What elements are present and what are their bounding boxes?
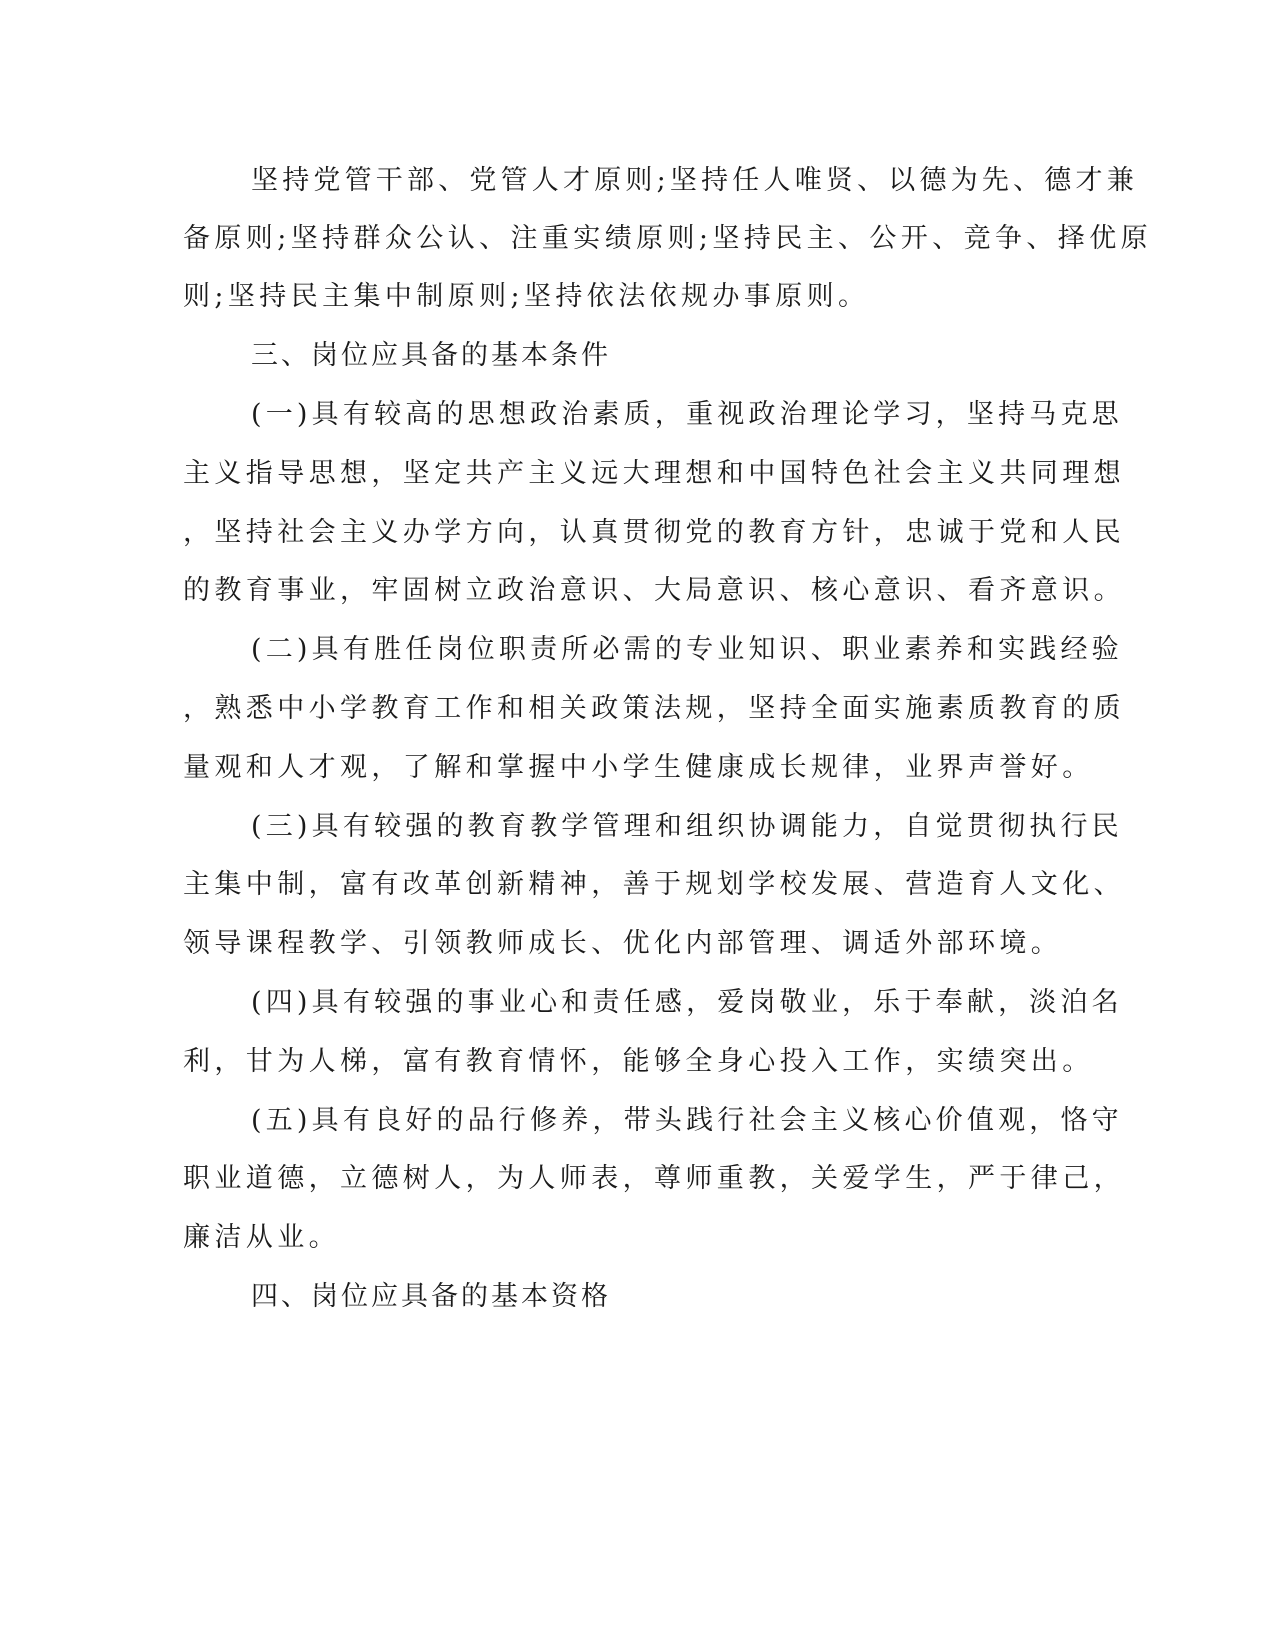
condition-4-line-2: 利，甘为人梯，富有教育情怀，能够全身心投入工作，实绩突出。	[183, 1046, 1094, 1077]
condition-2-line-1: (二)具有胜任岗位职责所必需的专业知识、职业素养和实践经验	[251, 634, 1123, 665]
condition-4-line-1: (四)具有较强的事业心和责任感，爱岗敬业，乐于奉献，淡泊名	[251, 987, 1123, 1018]
condition-5-line-2: 职业道德，立德树人，为人师表，尊师重教，关爱学生，严于律己，	[183, 1163, 1125, 1194]
paragraph-principles-line-1: 坚持党管干部、党管人才原则;坚持任人唯贤、以德为先、德才兼	[251, 165, 1138, 196]
condition-5-line-1: (五)具有良好的品行修养，带头践行社会主义核心价值观，恪守	[251, 1105, 1123, 1136]
condition-3-line-1: (三)具有较强的教育教学管理和组织协调能力，自觉贯彻执行民	[251, 811, 1123, 842]
condition-1-line-4: 的教育事业，牢固树立政治意识、大局意识、核心意识、看齐意识。	[183, 575, 1125, 606]
condition-1-line-1: (一)具有较高的思想政治素质，重视政治理论学习，坚持马克思	[251, 399, 1123, 430]
section-heading-3: 三、岗位应具备的基本条件	[251, 340, 611, 371]
condition-2-line-3: 量观和人才观，了解和掌握中小学生健康成长规律，业界声誉好。	[183, 752, 1094, 783]
paragraph-principles-line-3: 则;坚持民主集中制原则;坚持依法依规办事原则。	[183, 281, 870, 312]
section-heading-4: 四、岗位应具备的基本资格	[251, 1281, 611, 1312]
condition-3-line-3: 领导课程教学、引领教师成长、优化内部管理、调适外部环境。	[183, 928, 1063, 959]
paragraph-principles-line-2: 备原则;坚持群众公认、注重实绩原则;坚持民主、公开、竞争、择优原	[183, 223, 1152, 254]
condition-5-line-3: 廉洁从业。	[183, 1222, 340, 1253]
condition-1-line-2: 主义指导思想，坚定共产主义远大理想和中国特色社会主义共同理想	[183, 458, 1125, 489]
condition-3-line-2: 主集中制，富有改革创新精神，善于规划学校发展、营造育人文化、	[183, 869, 1125, 900]
condition-1-line-3: ，坚持社会主义办学方向，认真贯彻党的教育方针，忠诚于党和人民	[183, 517, 1125, 548]
condition-2-line-2: ，熟悉中小学教育工作和相关政策法规，坚持全面实施素质教育的质	[183, 693, 1125, 724]
